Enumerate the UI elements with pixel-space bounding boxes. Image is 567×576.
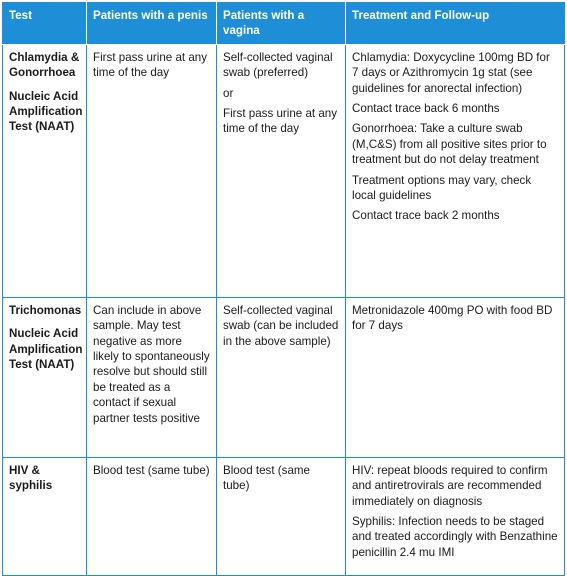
header-patients-with-penis: Patients with a penis: [87, 3, 217, 45]
penis-text: Blood test (same tube): [93, 463, 210, 477]
header-patients-with-vagina: Patients with a vagina: [217, 3, 346, 45]
penis-text: First pass urine at any time of the day: [93, 50, 208, 80]
treatment-text: Chlamydia: Doxycycline 100mg BD for 7 days or Azithromycin 1g stat (see guidelines for anorectal infection): [352, 50, 550, 95]
sti-testing-table: [2, 2, 565, 576]
test-name: HIV & syphilis: [9, 463, 53, 493]
treatment-text: Gonorrhoea: Take a culture swab (M,C&S) from all positive sites prior to treatment but do not delay treatment: [352, 122, 547, 167]
treatment-text: Treatment options may vary, check local guidelines: [352, 173, 532, 203]
test-cell: [3, 297, 87, 457]
treatment-text: HIV: repeat bloods required to confirm and antiretrovirals are recommended immediately on diagnosis: [352, 463, 548, 508]
test-name: Chlamydia & Gonorrhoea: [9, 50, 80, 80]
header-test: Test: [3, 3, 87, 45]
penis-text: Can include in above sample. May test negative as more likely to spontaneously resolve but should still be treated as a contact if sexual partner tests positive: [93, 303, 210, 425]
test-method: Nucleic Acid Amplification Test (NAAT): [9, 327, 83, 372]
vagina-text: First pass urine at any time of the day: [223, 107, 338, 136]
vagina-text: Self-collected vaginal swab (preferred): [223, 50, 333, 80]
penis-cell: [87, 44, 217, 297]
treatment-cell: [346, 44, 565, 297]
test-name: Trichomonas: [9, 303, 82, 317]
vagina-cell: [217, 297, 346, 457]
treatment-text: Syphilis: Infection needs to be staged and treated accordingly with Benzathine penicillin 2.4 mu IMI: [352, 515, 558, 559]
test-method: Nucleic Acid Amplification Test (NAAT): [9, 89, 83, 134]
vagina-text: Self-collected vaginal swab (can be included in the above sample): [223, 303, 339, 348]
header-treatment-follow-up: Treatment and Follow-up: [346, 3, 565, 45]
vagina-text: Blood test (same tube): [223, 463, 310, 493]
vagina-text: or: [223, 86, 234, 100]
vagina-cell: [217, 44, 346, 297]
treatment-text: Metronidazole 400mg PO with food BD for 7 days: [352, 303, 553, 333]
table-row: [3, 44, 565, 297]
table-row: [3, 297, 565, 457]
penis-cell: [87, 297, 217, 457]
header-row: [3, 3, 565, 45]
treatment-text: Contact trace back 2 months: [352, 209, 500, 223]
test-cell: [3, 44, 87, 297]
treatment-cell: [346, 297, 565, 457]
treatment-text: Contact trace back 6 months: [352, 102, 500, 116]
